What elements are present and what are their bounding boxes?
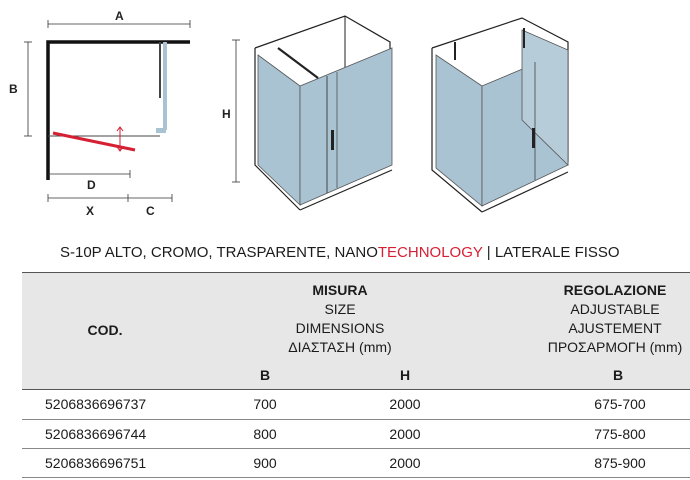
row-adj: 775-800 xyxy=(594,426,646,442)
title-highlight: TECHNOLOGY xyxy=(377,244,483,261)
row-h: 2000 xyxy=(389,396,421,412)
perspective-view-front xyxy=(222,16,392,210)
size-header-line2: SIZE xyxy=(324,301,356,317)
dim-label-c: C xyxy=(146,204,155,218)
row-divider xyxy=(22,419,690,420)
dim-label-b: B xyxy=(9,82,18,96)
perspective-view-side xyxy=(432,18,568,212)
row-divider xyxy=(22,477,690,478)
adjust-header-line4: ΠΡΟΣΑΡΜΟΓΗ (mm) xyxy=(547,339,683,355)
header-divider xyxy=(22,389,690,390)
row-b: 700 xyxy=(253,396,277,412)
dim-label-d: D xyxy=(87,178,96,192)
sub-header-adj-b: B xyxy=(612,367,624,383)
sub-header-b: B xyxy=(259,367,271,383)
size-header-line3: DIMENSIONS xyxy=(295,320,385,336)
row-adj: 675-700 xyxy=(594,396,646,412)
row-code: 5206836696751 xyxy=(45,455,147,471)
adjust-header-line2: ADJUSTABLE xyxy=(570,301,660,317)
plan-view xyxy=(9,9,190,218)
code-header: COD. xyxy=(87,322,123,338)
row-divider xyxy=(22,448,690,449)
row-code: 5206836696737 xyxy=(45,396,147,412)
size-header-line1: MISURA xyxy=(312,282,368,298)
sub-header-h: H xyxy=(399,367,411,383)
row-b: 800 xyxy=(253,426,277,442)
dim-label-h: H xyxy=(222,107,231,121)
row-b: 900 xyxy=(253,455,277,471)
title-suffix: | LATERALE FISSO xyxy=(482,244,620,261)
dim-label-a: A xyxy=(115,9,124,23)
adjust-header-line1: REGOLAZIONE xyxy=(563,282,667,298)
row-h: 2000 xyxy=(389,455,421,471)
technical-diagram xyxy=(0,0,690,235)
title-prefix: S-10P ALTO, CROMO, TRASPARENTE, NANO xyxy=(60,244,378,261)
adjust-header-line3: AJUSTEMENT xyxy=(568,320,662,336)
dim-label-x: X xyxy=(86,204,95,218)
row-h: 2000 xyxy=(389,426,421,442)
row-code: 5206836696744 xyxy=(45,426,147,442)
row-adj: 875-900 xyxy=(594,455,646,471)
size-header-line4: ΔΙΑΣΤΑΣΗ (mm) xyxy=(288,339,392,355)
product-title xyxy=(60,244,620,261)
